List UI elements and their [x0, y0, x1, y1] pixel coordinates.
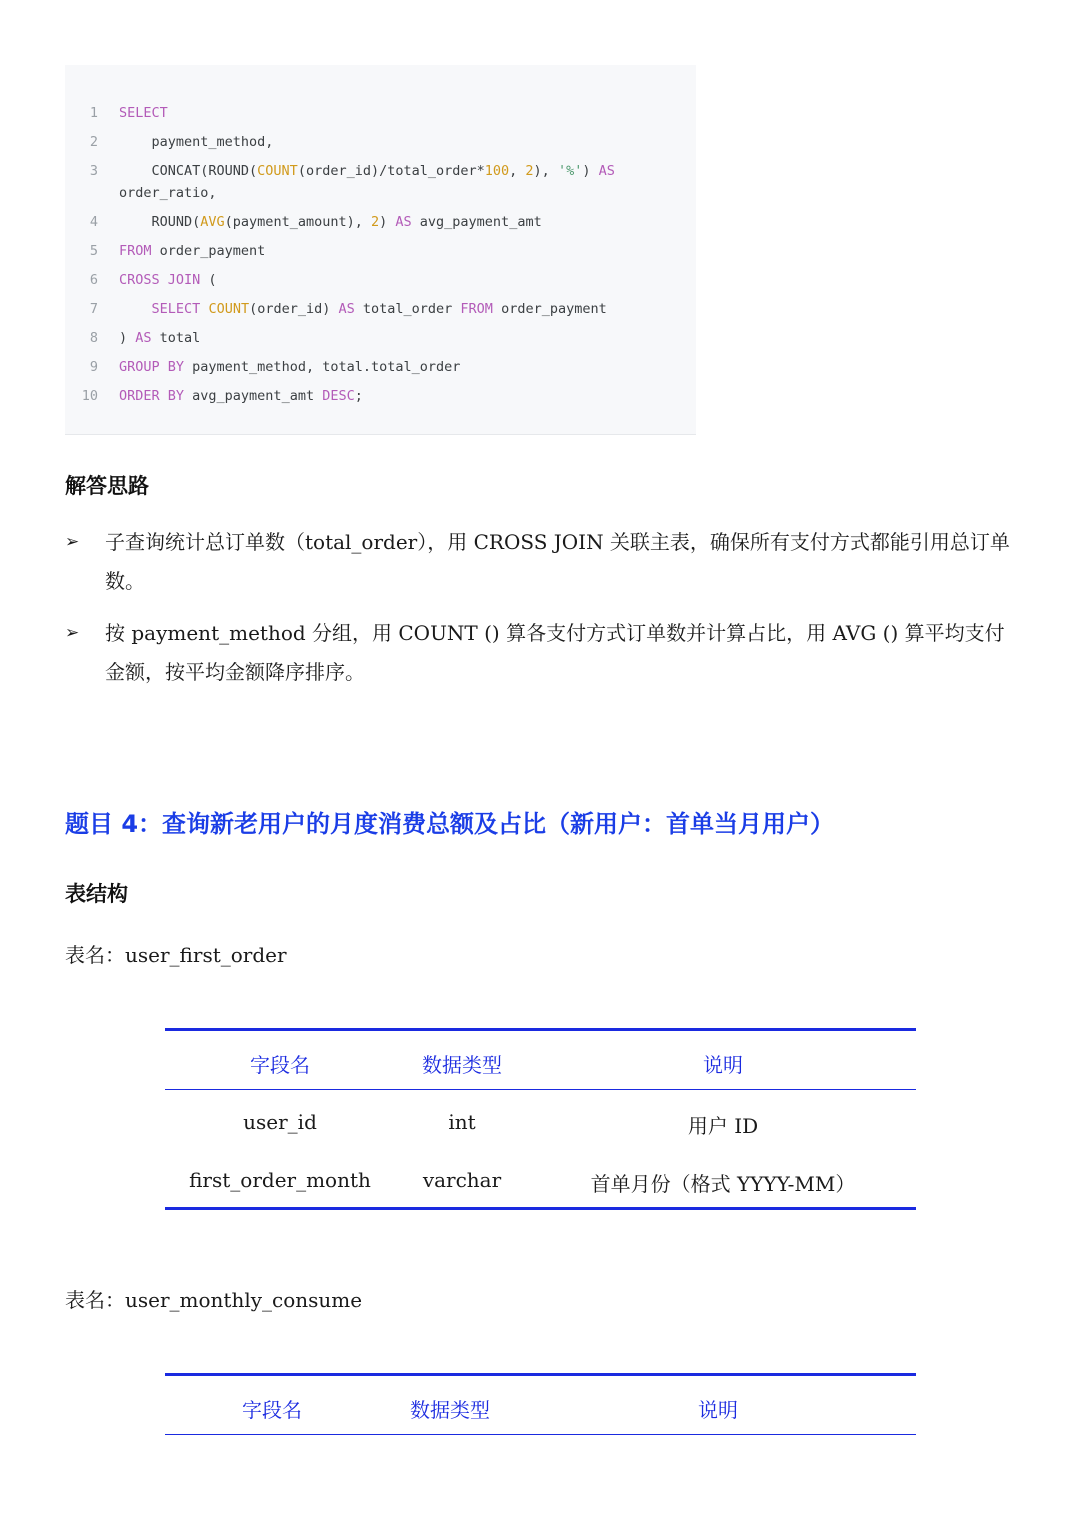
- code-token: ORDER BY: [119, 388, 185, 404]
- code-token: payment_method, total.total_order: [184, 359, 461, 375]
- table-cell: first_order_month: [189, 1168, 371, 1192]
- line-number: 3: [89, 163, 98, 179]
- code-token: SELECT: [119, 105, 168, 121]
- code-token: ): [379, 214, 396, 230]
- code-token: ;: [354, 388, 363, 404]
- code-token: (payment_amount),: [224, 214, 371, 230]
- line-number: 10: [81, 388, 98, 404]
- code-text: [119, 161, 615, 181]
- arrow-icon: ➢: [65, 532, 80, 552]
- code-token: 2: [370, 214, 380, 230]
- code-token: 2: [525, 163, 534, 179]
- code-text: [119, 132, 273, 152]
- code-text: [119, 328, 200, 348]
- code-token: COUNT: [257, 163, 298, 179]
- code-token: DESC: [322, 388, 355, 404]
- table-structure-heading: 表结构: [65, 882, 128, 906]
- line-number: 5: [89, 243, 98, 259]
- table-header-rule: [165, 1434, 916, 1435]
- code-text: [119, 270, 217, 290]
- line-number: 8: [89, 330, 98, 346]
- line-number: 7: [89, 301, 98, 317]
- code-token: order_payment: [151, 243, 266, 259]
- code-token: '%': [557, 163, 583, 179]
- code-text: [119, 103, 168, 123]
- table-top-rule: [165, 1373, 916, 1376]
- line-number: 1: [89, 105, 98, 121]
- code-token: total: [151, 330, 201, 346]
- user-monthly-consume-table: [165, 1373, 916, 1437]
- code-token: ,: [509, 163, 526, 179]
- code-token: AVG: [200, 214, 225, 230]
- table-header-cell: 说明: [698, 1398, 738, 1422]
- code-token: SELECT: [151, 301, 201, 317]
- line-number: 4: [89, 214, 98, 230]
- code-text: [119, 241, 265, 261]
- code-text: [119, 212, 542, 232]
- line-number: 9: [89, 359, 98, 375]
- code-token: FROM: [119, 243, 152, 259]
- table-cell: varchar: [422, 1168, 502, 1192]
- table-header-cell: 说明: [703, 1053, 743, 1077]
- code-token: ): [582, 163, 599, 179]
- code-token: FROM: [460, 301, 493, 317]
- table2-name: 表名：user_monthly_consume: [65, 1288, 363, 1312]
- code-text: [119, 357, 460, 377]
- table-header-cell: 字段名: [250, 1053, 310, 1077]
- bullet-text: 按 payment_method 分组，用 COUNT () 算各支付方式订单数并计算占比，用 AVG () 算平均支付金额，按平均金额降序排序。: [105, 621, 1005, 684]
- table-cell: user_id: [243, 1110, 317, 1134]
- table-header-cell: 数据类型: [410, 1398, 490, 1422]
- code-token: ROUND(: [119, 214, 201, 230]
- code-token: CROSS JOIN: [119, 272, 201, 288]
- table-cell: 首单月份（格式 YYYY-MM）: [590, 1172, 856, 1196]
- line-number: 2: [89, 134, 98, 150]
- solution-heading: 解答思路: [65, 474, 149, 498]
- code-token: AS: [598, 163, 615, 179]
- code-token: AS: [135, 330, 152, 346]
- code-token: avg_payment_amt: [184, 388, 323, 404]
- code-token: ): [119, 330, 136, 346]
- code-block: [65, 65, 696, 435]
- code-text: [119, 183, 217, 203]
- code-text: [119, 299, 607, 319]
- table-top-rule: [165, 1028, 916, 1031]
- user-first-order-table: [165, 1028, 916, 1212]
- code-token: (: [200, 272, 217, 288]
- table1-name: 表名：user_first_order: [65, 943, 287, 967]
- code-token: (order_id): [249, 301, 339, 317]
- question-title: 题目 4：查询新老用户的月度消费总额及占比（新用户：首单当月用户）: [65, 810, 835, 838]
- table-header-cell: 字段名: [242, 1398, 302, 1422]
- line-number: 6: [89, 272, 98, 288]
- code-token: CONCAT(ROUND(: [119, 163, 258, 179]
- code-token: AS: [395, 214, 412, 230]
- arrow-icon: ➢: [65, 623, 80, 643]
- code-token: total_order: [354, 301, 461, 317]
- code-token: 100: [484, 163, 510, 179]
- table-cell: 用户 ID: [687, 1114, 759, 1138]
- code-token: GROUP BY: [119, 359, 185, 375]
- code-token: order_payment: [492, 301, 607, 317]
- code-token: payment_method,: [119, 134, 274, 150]
- table-header-cell: 数据类型: [422, 1053, 502, 1077]
- code-token: AS: [338, 301, 355, 317]
- table-header-rule: [165, 1089, 916, 1090]
- code-token: ),: [533, 163, 558, 179]
- table-cell: int: [448, 1110, 476, 1134]
- code-token: (order_id)/total_order*: [297, 163, 485, 179]
- bullet-text: 子查询统计总订单数（total_order），用 CROSS JOIN 关联主表，确保所有支付方式都能引用总订单数。: [105, 530, 1010, 593]
- code-text: [119, 386, 363, 406]
- table-bottom-rule: [165, 1207, 916, 1210]
- code-token: COUNT: [208, 301, 250, 317]
- code-token: order_ratio,: [119, 185, 217, 201]
- code-token: [119, 301, 152, 317]
- code-token: avg_payment_amt: [411, 214, 542, 230]
